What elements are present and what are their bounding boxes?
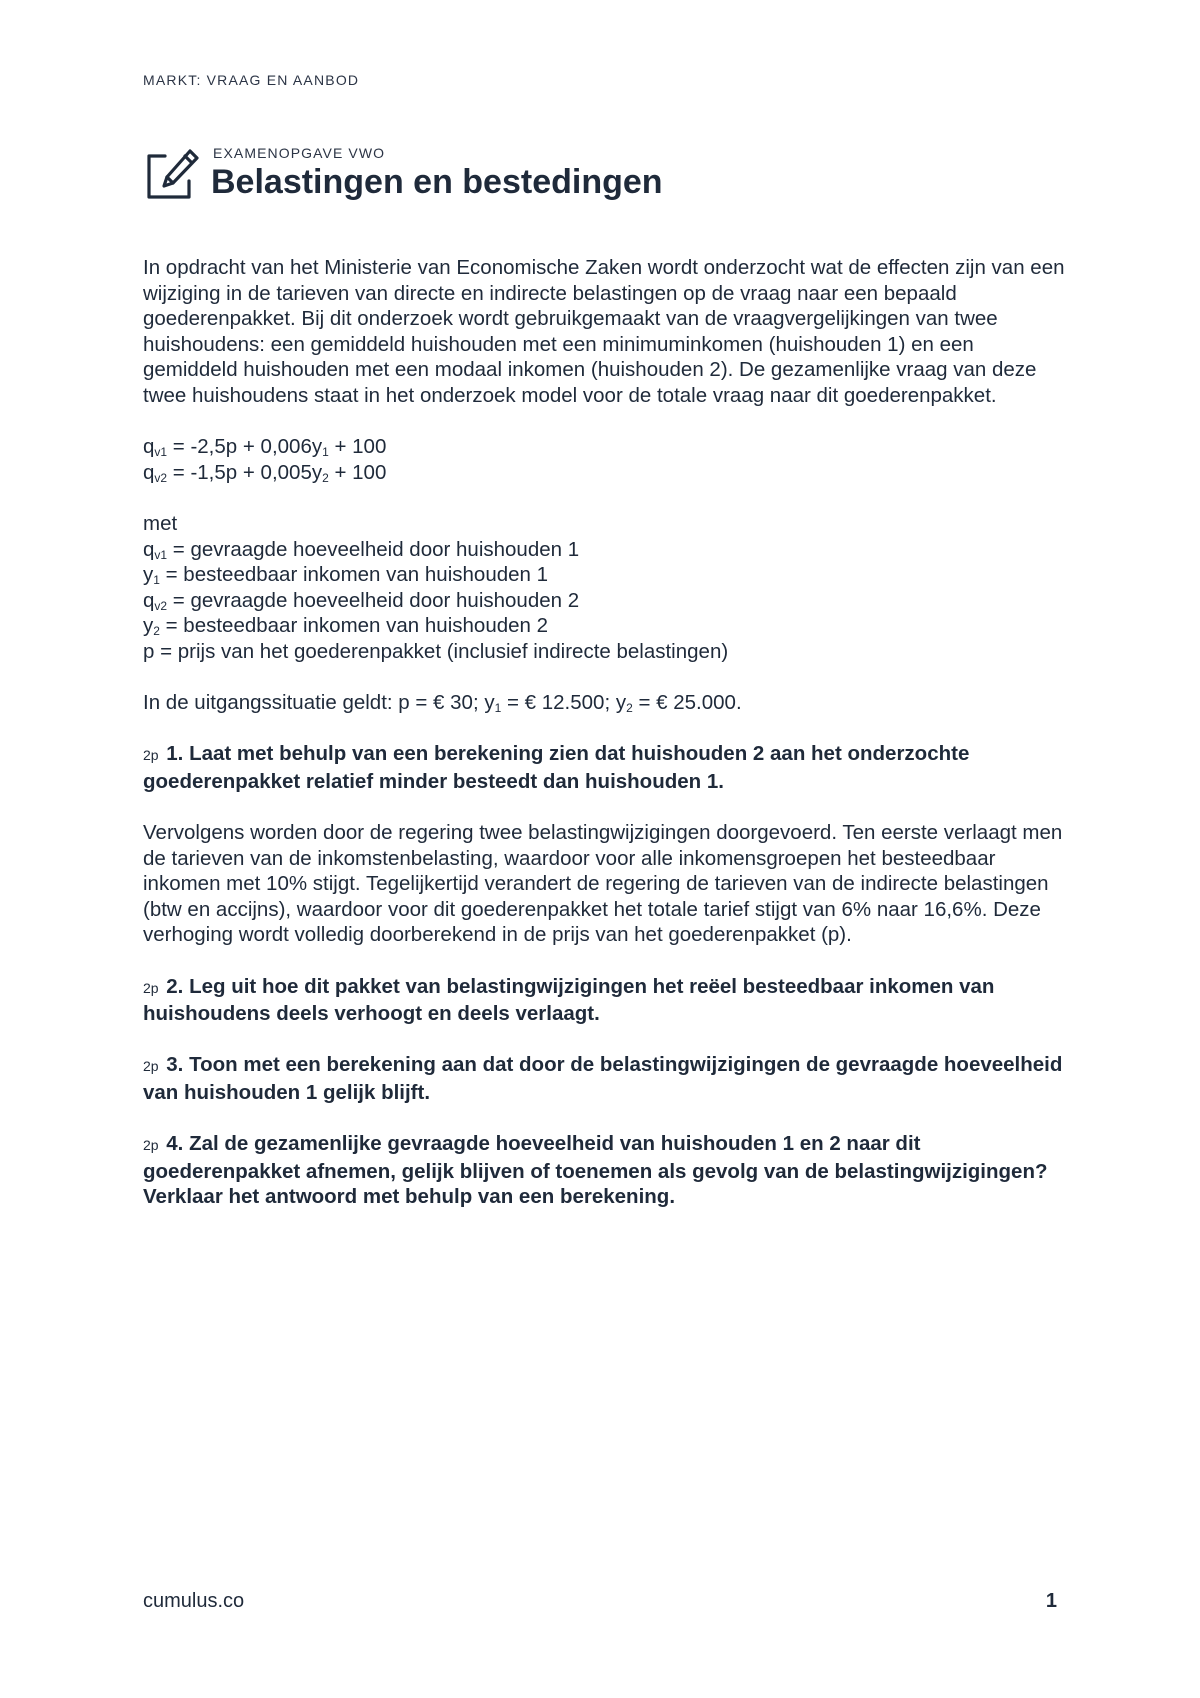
definitions-intro: met [143,511,178,535]
initial-situation: In de uitgangssituatie geldt: p = € 30; $y_1$ = € 12.500; $y_2$ = € 25.000. [143,691,742,716]
exam-kicker: EXAMENOPGAVE VWO [213,145,386,161]
points-badge: 2p [143,979,159,996]
definition-y1: $y_1$ = besteedbaar inkomen van huishouden 1 [143,563,549,588]
intro-paragraph: In opdracht van het Ministerie van Economische Zaken wordt onderzocht wat de effecten zijn van een wijziging in de tarieven van directe en indirecte belastingen op de vraag naar een bepaald goederenpakket. Bij dit onderzoek wordt gebruikgemaakt van de vraagvergelijkingen van twee huishoudens: een gemiddeld huishouden met een minimuminkomen (huishouden 1) en een gemiddeld huishouden met een modaal inkomen (huishouden 2). De gezamenlijke vraag van deze twee huishoudens staat in het onderzoek model voor de totale vraag naar dit goederenpakket. [143,256,1065,407]
document-body [143,255,1073,1236]
page-title: Belastingen en bestedingen [211,163,663,201]
definition-qv2: $q_{v2}$ = gevraagde hoeveelheid door huishouden 2 [143,588,580,613]
title-block [143,143,1103,213]
question-1: 2p 1. Laat met behulp van een berekening zien dat huishouden 2 aan het onderzochte goederenpakket relatief minder besteedt dan huishouden 1. [143,742,970,793]
points-badge: 2p [143,1137,159,1154]
definition-y2: $y_2$ = besteedbaar inkomen van huishouden 2 [143,614,549,639]
question-2: 2p 2. Leg uit hoe dit pakket van belastingwijzigingen het reëel besteedbaar inkomen van huishoudens deels verhoogt en deels verlaagt. [143,974,995,1026]
points-badge: 2p [143,747,159,764]
pencil-note-icon [143,147,201,205]
tax-change-paragraph: Vervolgens worden door de regering twee belastingwijzigingen doorgevoerd. Ten eerste verlaagt men de tarieven van de inkomstenbelasting, waardoor voor alle inkomensgroepen het besteedbaar inkomen met 10% stijgt. Tegelijkertijd verandert de regering de tarieven van de indirecte belastingen (btw en accijns), waardoor voor dit goederenpakket het totale tarief stijgt van 6% naar 16,6%. Deze verhoging wordt volledig doorberekend in de prijs van het goederenpakket (p). [143,821,1063,947]
points-badge: 2p [143,1058,159,1075]
equations [143,434,1073,485]
definition-p: p = prijs van het goederenpakket (inclusief indirecte belastingen) [143,639,729,663]
question-4: 2p 4. Zal de gezamenlijke gevraagde hoeveelheid van huishouden 1 en 2 naar dit goederenpakket afnemen, gelijk blijven of toenemen als gevolg van de belastingwijzigingen? Verklaar het antwoord met behulp van een berekening. [143,1132,1048,1209]
footer-site: cumulus.co [143,1590,245,1612]
definition-qv1: $q_{v1}$ = gevraagde hoeveelheid door huishouden 1 [143,537,580,562]
question-3: 2p 3. Toon met een berekening aan dat door de belastingwijzigingen de gevraagde hoeveelheid van huishouden 1 gelijk blijft. [143,1053,1063,1104]
running-head: MARKT: VRAAG EN AANBOD [143,72,360,88]
equation-2: $q_{v2} = -1,5p + 0,005y_2 + 100$ [143,460,387,485]
page-number: 1 [1045,1590,1057,1612]
equation-1: $q_{v1} = -2,5p + 0,006y_1 + 100$ [143,435,387,460]
variable-definitions [143,511,1073,665]
